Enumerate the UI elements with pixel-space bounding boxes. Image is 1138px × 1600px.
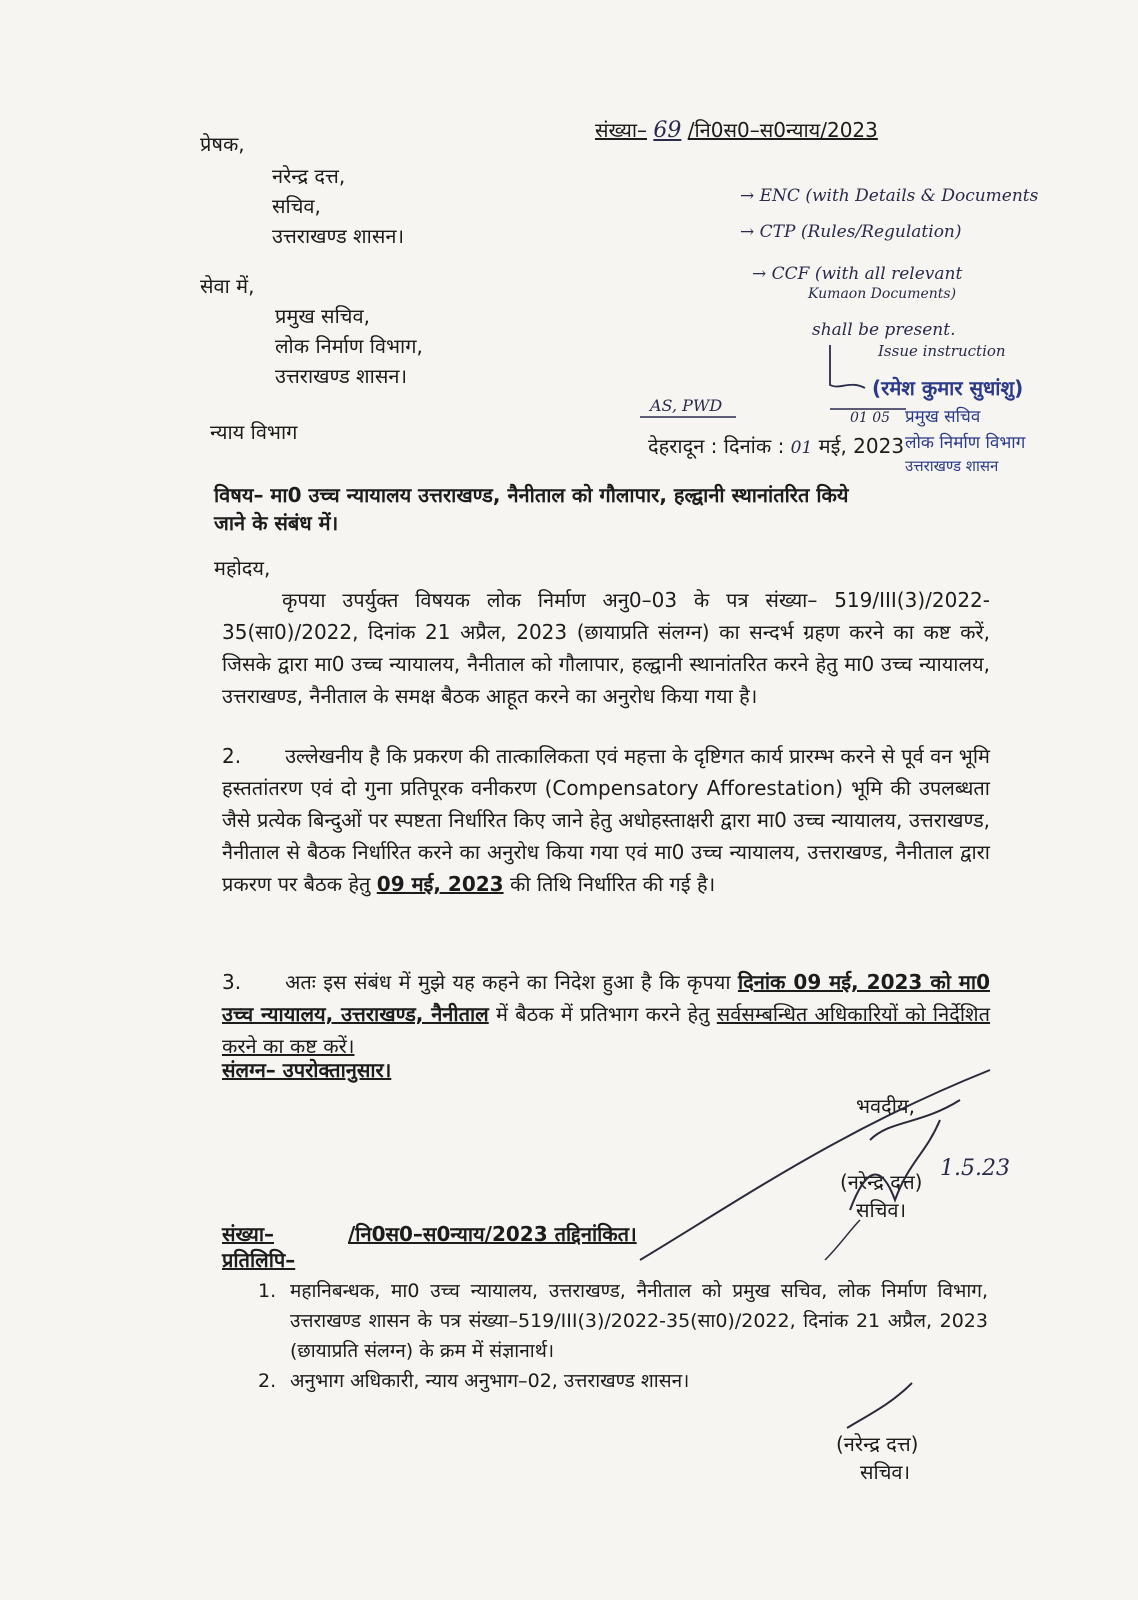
sender-office: उत्तराखण्ड शासन। xyxy=(272,224,405,248)
recipient-label: सेवा में, xyxy=(200,274,255,298)
annotation-ccf-cont: Kumaon Documents) xyxy=(808,286,957,302)
annotation-shall-be-present: shall be present. xyxy=(812,320,956,340)
annotation-as-pwd: AS, PWD xyxy=(650,396,723,415)
stamp-department: लोक निर्माण विभाग xyxy=(905,433,1026,453)
list-item: 1. महानिबन्धक, मा0 उच्च न्यायालय, उत्तराखण्ड, नैनीताल को प्रमुख सचिव, लोक निर्माण विभाग, उत्तराखण्ड शासन के पत्र संख्या–519/III(3)/2022-35(सा0)/2022, दिनांक 21 अप्रैल, 2023 (छायाप्रति संलग्न) के क्रम में संज्ञानार्थ। xyxy=(258,1280,988,1362)
copy-signatory-designation: सचिव। xyxy=(860,1460,911,1484)
department: न्याय विभाग xyxy=(210,420,298,444)
paragraph-1: कृपया उपर्युक्त विषयक लोक निर्माण अनु0–03 के पत्र संख्या– 519/III(3)/2022-35(सा0)/2022, दिनांक 21 अप्रैल, 2023 (छायाप्रति संलग्न) का सन्दर्भ ग्रहण करने का कष्ट करें, जिसके द्वारा मा0 उच्च न्यायालय, नैनीताल को गौलापार, हल्द्वानी स्थानांतरित करने हेतु मा0 उच्च न्यायालय, उत्तराखण्ड, नैनीताल के समक्ष बैठक आहूत करने का अनुरोध किया गया है। xyxy=(222,588,990,708)
handwritten-day: 01 xyxy=(790,438,813,458)
subject-line-1: विषय– मा0 उच्च न्यायालय उत्तराखण्ड, नैनीताल को गौलापार, हल्द्वानी स्थानांतरित किये xyxy=(214,483,849,507)
recipient-designation: प्रमुख सचिव, xyxy=(275,304,370,328)
stamp-name: (रमेश कुमार सुधांशु) xyxy=(872,376,1024,400)
as-pwd-underline xyxy=(640,414,740,420)
enclosure: संलग्न– उपरोक्तानुसार। xyxy=(222,1058,392,1082)
paragraph-2: 2. उल्लेखनीय है कि प्रकरण की तात्कालिकता एवं महत्ता के दृष्टिगत कार्य प्रारम्भ करने से पूर्व वन भूमि हस्ततांतरण एवं दो गुना प्रतिपूरक वनीकरण (Compensatory Afforestation) भूमि की उपलब्धता जैसे प्रत्येक बिन्दुओं पर स्पष्टता निर्धारित किए जाने हेतु अधोहस्ताक्षरी द्वारा मा0 उच्च न्यायालय, उत्तराखण्ड, नैनीताल से बैठक निर्धारित करने का अनुरोध किया गया एवं मा0 उच्च न्यायालय, उत्तराखण्ड, नैनीताल द्वारा प्रकरण पर बैठक हेतु 09 मई, 2023 की तिथि निर्धारित की गई है। xyxy=(222,744,990,896)
handwritten-ref-number: 69 xyxy=(653,118,682,143)
copy-label: प्रतिलिपि– xyxy=(222,1248,296,1272)
annotation-signature xyxy=(820,340,880,400)
closing: भवदीय, xyxy=(856,1094,915,1118)
recipient-office: उत्तराखण्ड शासन। xyxy=(275,364,408,388)
reference-number: संख्या– 69 /नि0स0–स0न्याय/2023 xyxy=(595,118,878,143)
date-line: देहरादून : दिनांक : 01 मई, 2023 xyxy=(648,434,905,458)
stamp-office: उत्तराखण्ड शासन xyxy=(905,457,999,475)
meeting-venue: दिनांक 09 मई, 2023 को मा0 उच्च न्यायालय, उत्तराखण्ड, नैनीताल xyxy=(222,970,990,1026)
signature-scribble xyxy=(580,1060,1000,1280)
paragraph-3: 3. अतः इस संबंध में मुझे यह कहने का निदेश हुआ है कि कृपया दिनांक 09 मई, 2023 को मा0 उच्च न्यायालय, उत्तराखण्ड, नैनीताल में बैठक में प्रतिभाग करने हेतु सर्वसम्बन्धित अधिकारियों को निर्देशित करने का कष्ट करें। xyxy=(222,970,991,1058)
sender-name: नरेन्द्र दत्त, xyxy=(272,164,346,188)
annotation-enc: → ENC (with Details & Documents xyxy=(740,186,1039,206)
handwritten-sign-date: 1.5.23 xyxy=(940,1156,1010,1181)
stamp-line xyxy=(830,406,910,412)
recipient-department: लोक निर्माण विभाग, xyxy=(275,334,423,358)
copy-reference: संख्या– /नि0स0–स0न्याय/2023 तद्दिनांकित। xyxy=(222,1222,637,1246)
subject-line-2: जाने के संबंध में। xyxy=(214,511,339,535)
annotation-date-marks: 01 05 xyxy=(850,410,891,426)
sender-label: प्रेषक, xyxy=(200,132,245,156)
meeting-date: 09 मई, 2023 xyxy=(376,872,504,896)
salutation: महोदय, xyxy=(214,556,271,580)
signatory-designation: सचिव। xyxy=(856,1198,907,1222)
copy-signatory-name: (नरेन्द्र दत्त) xyxy=(836,1432,919,1456)
sender-designation: सचिव, xyxy=(272,194,321,218)
annotation-ccf: → CCF (with all relevant xyxy=(752,264,963,284)
stamp-designation: प्रमुख सचिव xyxy=(905,407,981,427)
bottom-signature xyxy=(842,1378,922,1438)
list-item: 2. अनुभाग अधिकारी, न्याय अनुभाग–02, उत्तराखण्ड शासन। xyxy=(258,1370,690,1392)
signatory-name: (नरेन्द्र दत्त) xyxy=(840,1170,923,1194)
annotation-ctp: → CTP (Rules/Regulation) xyxy=(740,222,962,242)
annotation-issue-instruction: Issue instruction xyxy=(878,342,1006,360)
